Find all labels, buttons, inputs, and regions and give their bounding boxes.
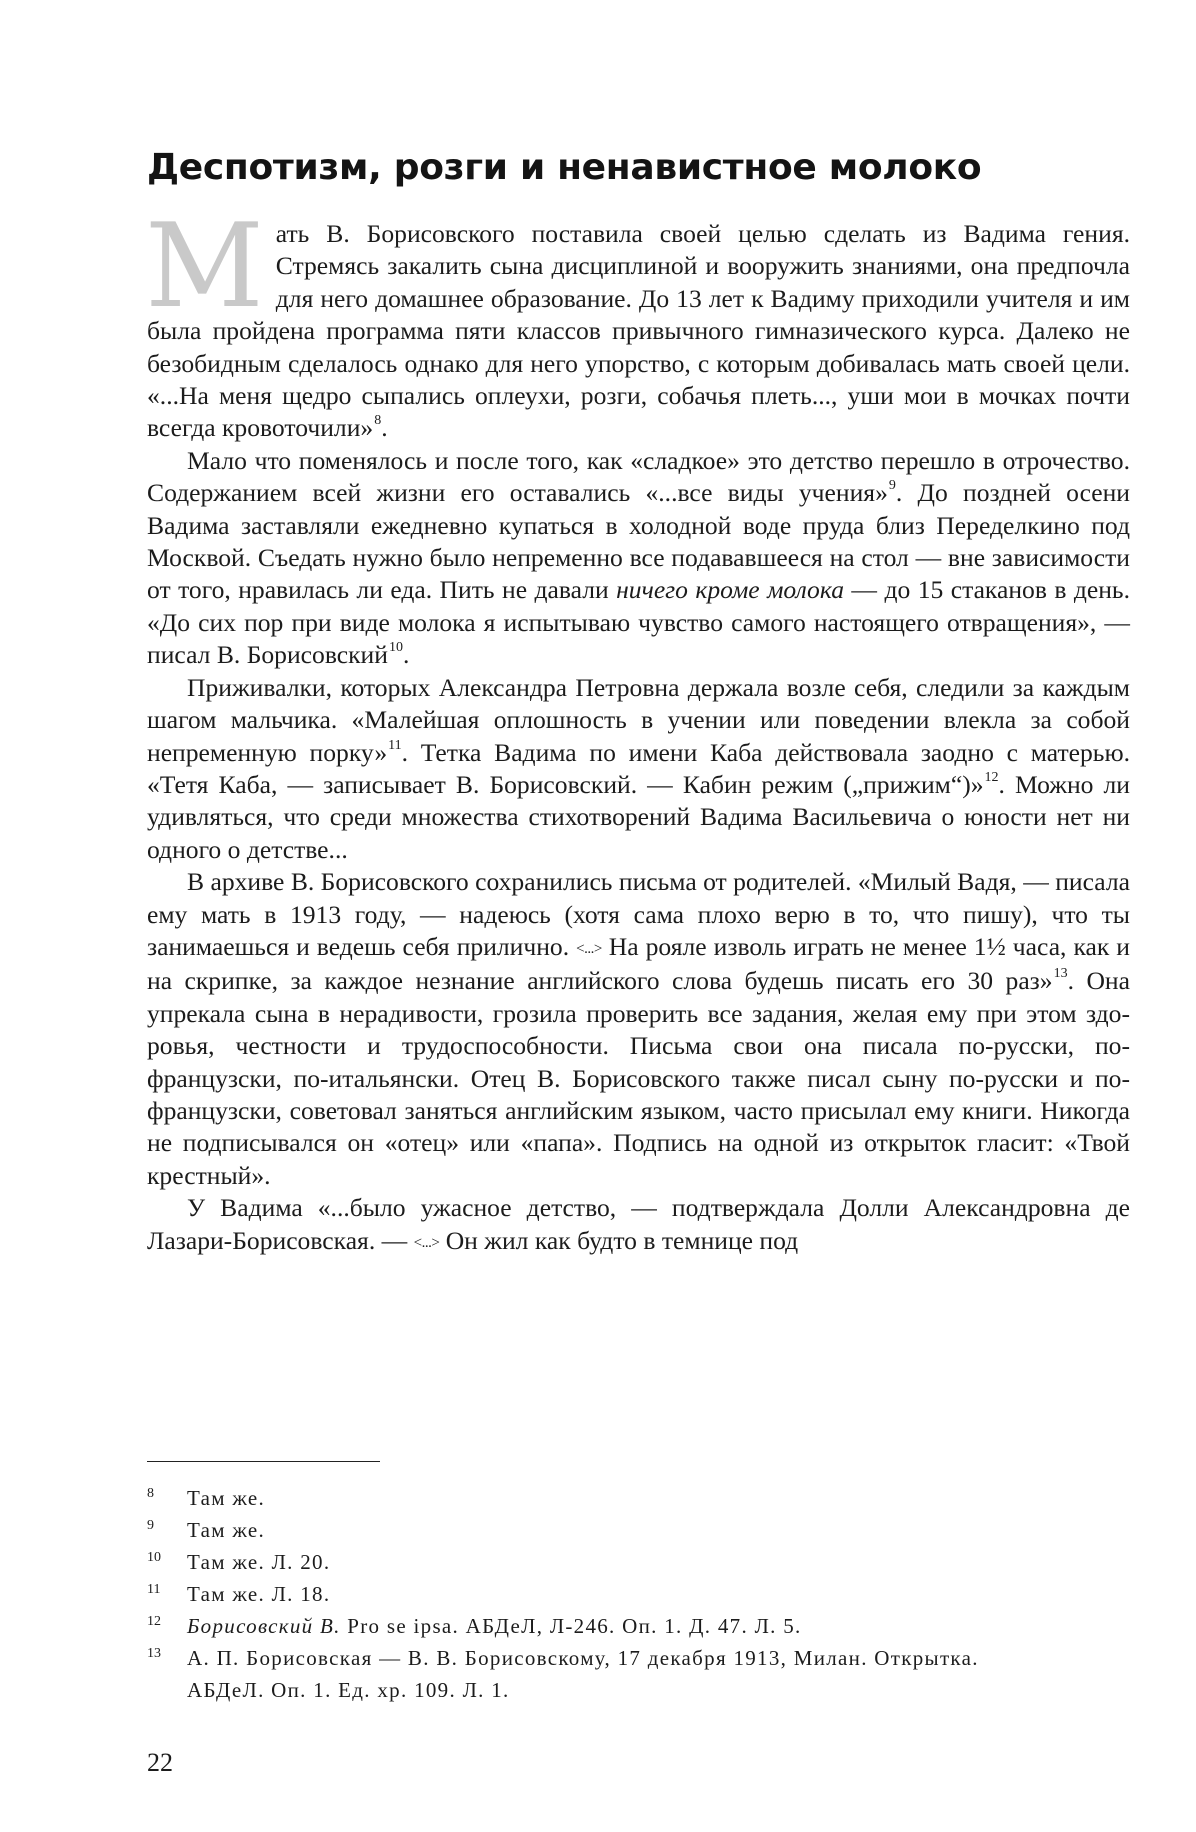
footnote-ref: 11	[388, 737, 402, 753]
footnote-ref: 12	[984, 769, 999, 785]
paragraph-4	[147, 866, 1130, 1192]
emphasis-text: ничего кроме молока	[616, 575, 844, 605]
paragraph-text: Он жил как будто в темнице под	[439, 1225, 799, 1255]
footnote	[147, 1578, 1130, 1610]
paragraph-3	[147, 672, 1130, 866]
footnote-text: А. П. Борисовская — В. В. Борисовскому, 17 декабря 1913, Милан. Открытка.	[187, 1646, 979, 1670]
footnote-number: 9	[147, 1518, 154, 1533]
footnote	[147, 1610, 1130, 1642]
footnote-number: 11	[147, 1582, 161, 1597]
paragraph-text: . Тетка Вадима по имени Каба действовала заодно с матерью. «Тетя Каба, — записывает В. Борисовский. — Кабин режим („прижим“)»	[147, 737, 1130, 799]
footnote	[147, 1546, 1130, 1578]
paragraph-text: — до 15 стаканов в день. «До сих пор при виде молока я испытываю чувство самого настоящего отвращения», — писал В. Борисовский	[147, 575, 1131, 670]
footnote	[147, 1482, 1130, 1514]
footnote-number: 12	[147, 1614, 161, 1629]
omission-mark: <...>	[413, 1234, 440, 1251]
footnote-text: Там же.	[187, 1486, 266, 1510]
chapter-heading: Деспотизм, розги и ненавистное молоко	[147, 147, 982, 188]
paragraph-text: .	[381, 413, 388, 443]
footnote-text: Там же.	[187, 1518, 266, 1542]
page-number: 22	[147, 1748, 173, 1777]
paragraph-1	[145, 199, 1130, 445]
paragraph-text: . Можно ли удивляться, что среди множества стихотворений Вадима Васильевича о юности нет ни одного о детстве...	[147, 769, 1131, 864]
footnote-ref: 10	[388, 640, 403, 656]
paragraph-text: Мало что поменялось и после того, как «сладкое» это детство перешло в отрочество. Содержанием всей жизни его оставались «...все виды учения»	[147, 445, 1130, 508]
paragraph-5	[147, 1192, 1130, 1259]
footnote	[147, 1514, 1130, 1546]
footnote-ref: 8	[374, 413, 382, 429]
footnotes	[147, 1482, 1130, 1706]
footnote-text: Там же. Л. 18.	[187, 1582, 331, 1606]
footnote-author: Борисовский В.	[187, 1614, 341, 1638]
footnote-divider	[147, 1461, 380, 1462]
paragraph-text: ать В. Борисовского поставила своей целью сделать из Вадима гения. Стремясь закалить сына дисциплиной и вооружить знаниями, она предпочла для него домашнее образование. До 13 лет к Вадиму приходили учителя и им была пройдена программа пяти классов привычного гимназического курса. Далеко не безобидным сделалось однако для него упорство, с которым добивалась мать своей цели. «...На меня щедро сыпались оплеухи, розги, собачья плеть..., уши мои в мочках почти всегда кровоточили»	[147, 219, 1130, 443]
omission-mark: <...>	[576, 940, 602, 957]
footnote-text: Там же. Л. 20.	[187, 1550, 331, 1574]
footnote-ref: 13	[1053, 966, 1068, 982]
body-text	[145, 199, 1131, 1259]
footnote	[147, 1642, 1130, 1706]
footnote-text-continued: АБДеЛ. Оп. 1. Ед. хр. 109. Л. 1.	[187, 1678, 510, 1702]
paragraph-text: . Она упрекала сына в нерадивости, грозила проверить все задания, желая ему при этом здоровья, честности и трудоспособности. Письма свои она писала по-русски, по-французски, по-итальянски. Отец В. Борисовского также писал сыну по-русски и по-французски, советовал заняться английским языком, часто присылал ему книги. Никогда не подписывался он «отец» или «папа». Подпись на одной из открыток гласит: «Твой крестный».	[147, 966, 1130, 1190]
paragraph-2	[147, 445, 1130, 672]
paragraph-text: Приживалки, которых Александра Петровна держала возле себя, следили за каждым шагом мальчика. «Малейшая оплошность в учении или поведении влекла за собой непременную порку»	[147, 672, 1130, 767]
paragraph-text: У Вадима «...было ужасное детство, — подтверждала Долли Александровна де Лазари-Борисовская. —	[147, 1193, 1130, 1255]
paragraph-text: .	[402, 640, 410, 670]
footnote-text: Pro se ipsa. АБДеЛ, Л-246. Оп. 1. Д. 47. Л. 5.	[340, 1614, 802, 1638]
footnote-ref: 9	[888, 478, 896, 494]
footnote-number: 8	[147, 1486, 154, 1501]
footnote-number: 10	[147, 1550, 161, 1565]
paragraph-text: . До поздней осени Вадима заставляли ежедневно купаться в холодной воде пруда близ Переделкино под Москвой. Съедать нужно было непременно все подававшееся на стол — вне зависимости от того, нравилась ли еда. Пить не давали	[147, 478, 1130, 605]
footnote-number: 13	[147, 1646, 161, 1661]
paragraph-text: В архиве В. Борисовского сохранились письма от родителей. «Милый Вадя, — писала ему мать в 1913 году, — надеюсь (хотя сама плохо верю в то, что пишу), что ты занимаешься и ведешь себя прилично.	[147, 867, 1130, 961]
paragraph-text: На рояле изволь играть не менее 1½ часа, как и на скрипке, за каждое незнание английского слова будешь писать его 30 раз»	[147, 931, 1130, 996]
drop-cap: М	[145, 199, 264, 334]
